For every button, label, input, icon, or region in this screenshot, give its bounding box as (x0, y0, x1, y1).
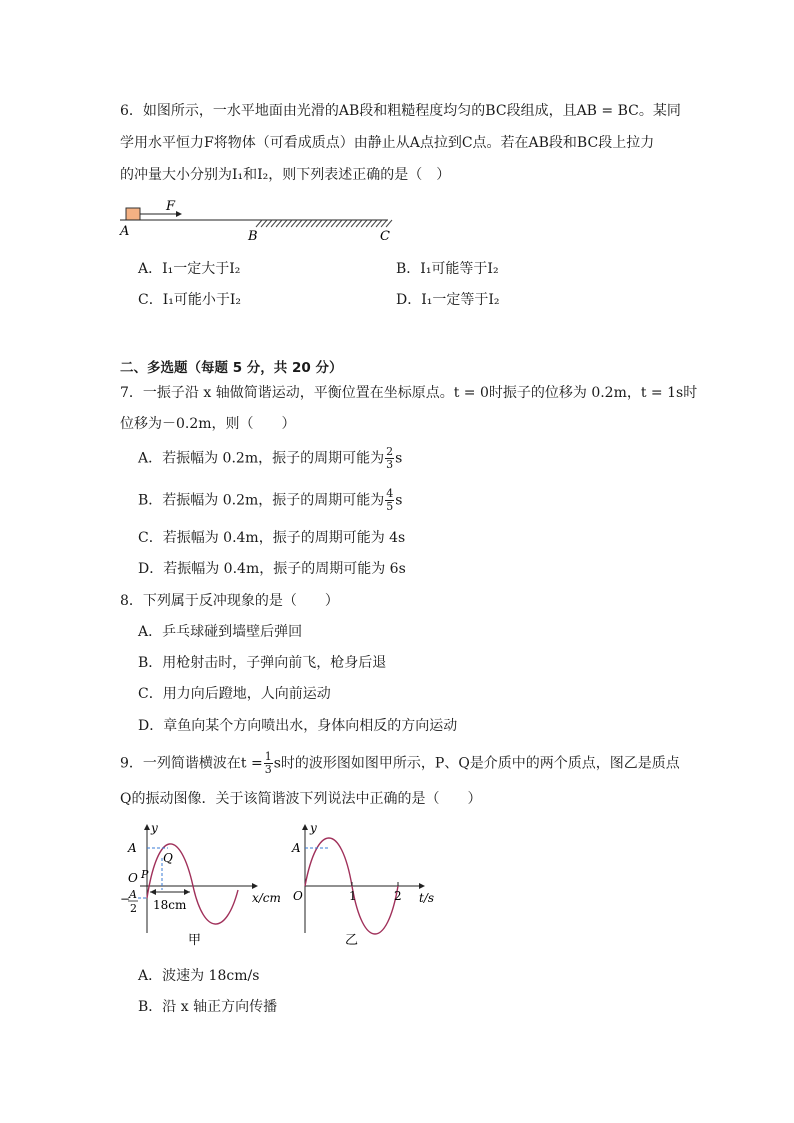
q7-stem-line2: 位移为－0.2m，则（ ） (120, 416, 296, 432)
hatch-mark (286, 220, 292, 227)
q6-stem-line3: 的冲量大小分别为I₁和I₂，则下列表述正确的是（ ） (120, 167, 451, 183)
q7-option-b: B．若振幅为 0.2m，振子的周期可能为 $\frac{4}{5}$ s (138, 487, 403, 513)
hatch-mark (326, 220, 332, 227)
t-label: t/s (419, 891, 435, 905)
dist-label: 18cm (153, 898, 187, 912)
q-label: Q (163, 851, 173, 865)
q9-figure-yi (285, 818, 445, 953)
x-label: x/cm (252, 891, 281, 905)
hatch-mark (296, 220, 302, 227)
neg-a-den: 2 (130, 902, 137, 915)
q6-stem-line2: 学用水平恒力F将物体（可看成质点）由静止从A点拉到C点。若在AB段和BC段上拉力 (120, 135, 655, 151)
hatch-mark (366, 220, 372, 227)
section-heading: 二、多选题（每题 5 分，共 20 分） (120, 360, 343, 376)
q9-option-b: B．沿 x 轴正方向传播 (138, 999, 278, 1015)
rough-surface-hatch (256, 220, 392, 227)
q9-stem-line1: 9．一列简谐横波在t = $\frac{1}{3}$ s时的波形图如图甲所示，P、Q是介质中的两个质点，图乙是质点 (120, 750, 680, 776)
hatch-mark (346, 220, 352, 227)
q8-option-d: D．章鱼向某个方向喷出水，身体向相反的方向运动 (138, 718, 458, 734)
neg-a-num: A (129, 888, 137, 901)
hatch-mark (261, 220, 267, 227)
point-b-label: B (248, 229, 258, 244)
block (126, 208, 140, 220)
hatch-mark (291, 220, 297, 227)
hatch-mark (316, 220, 322, 227)
caption-jia: 甲 (188, 933, 202, 948)
hatch-mark (311, 220, 317, 227)
tick-2-label: 2 (394, 889, 402, 903)
q7-stem-line1: 7．一振子沿 x 轴做简谐运动，平衡位置在坐标原点。t = 0时振子的位移为 0.2m，t = 1s时 (120, 385, 698, 401)
point-a-label: A (120, 224, 130, 239)
q8-stem: 8．下列属于反冲现象的是（ ） (120, 593, 339, 609)
hatch-mark (301, 220, 307, 227)
q8-option-a: A．乒乓球碰到墙壁后弹回 (138, 624, 303, 640)
origin-label: O (293, 889, 303, 903)
q8-option-c: C．用力向后蹬地，人向前运动 (138, 686, 331, 702)
hatch-mark (321, 220, 327, 227)
hatch-mark (256, 220, 262, 227)
q9-option-a: A．波速为 18cm/s (138, 968, 260, 984)
hatch-mark (371, 220, 377, 227)
q7-option-d: D．若振幅为 0.4m，振子的周期可能为 6s (138, 561, 406, 577)
hatch-mark (331, 220, 337, 227)
hatch-mark (356, 220, 362, 227)
q9-figure-jia (110, 818, 285, 953)
force-label: F (166, 199, 176, 214)
hatch-mark (266, 220, 272, 227)
q6-option-b: B．I₁可能等于I₂ (396, 261, 499, 277)
tick-1-label: 1 (349, 889, 357, 903)
q6-figure (118, 198, 398, 246)
y-label: y (310, 821, 317, 835)
hatch-mark (361, 220, 367, 227)
q7-option-a: A．若振幅为 0.2m，振子的周期可能为 $\frac{2}{3}$ s (138, 445, 403, 471)
hatch-mark (351, 220, 357, 227)
minus-sign: − (120, 892, 131, 906)
y-label: y (151, 821, 158, 835)
hatch-mark (271, 220, 277, 227)
hatch-mark (381, 220, 387, 227)
q6-option-a: A．I₁一定大于I₂ (138, 261, 241, 277)
caption-yi: 乙 (345, 933, 359, 948)
hatch-mark (336, 220, 342, 227)
q6-option-d: D．I₁一定等于I₂ (396, 292, 500, 308)
amp-label: A (292, 841, 301, 855)
p-label: P (141, 868, 149, 881)
hatch-mark (341, 220, 347, 227)
hatch-mark (276, 220, 282, 227)
amp-label: A (128, 841, 137, 855)
q9-stem-line2: Q的振动图像．关于该简谐波下列说法中正确的是（ ） (120, 791, 482, 807)
q8-option-b: B．用枪射击时，子弹向前飞，枪身后退 (138, 655, 387, 671)
q7-option-c: C．若振幅为 0.4m，振子的周期可能为 4s (138, 530, 406, 546)
hatch-mark (386, 220, 392, 227)
q6-stem-line1: 6．如图所示，一水平地面由光滑的AB段和粗糙程度均匀的BC段组成，且AB = BC。某同 (120, 103, 681, 119)
hatch-mark (281, 220, 287, 227)
origin-label: O (128, 871, 138, 885)
hatch-mark (376, 220, 382, 227)
q6-option-c: C．I₁可能小于I₂ (138, 292, 241, 308)
hatch-mark (306, 220, 312, 227)
point-c-label: C (380, 229, 390, 244)
